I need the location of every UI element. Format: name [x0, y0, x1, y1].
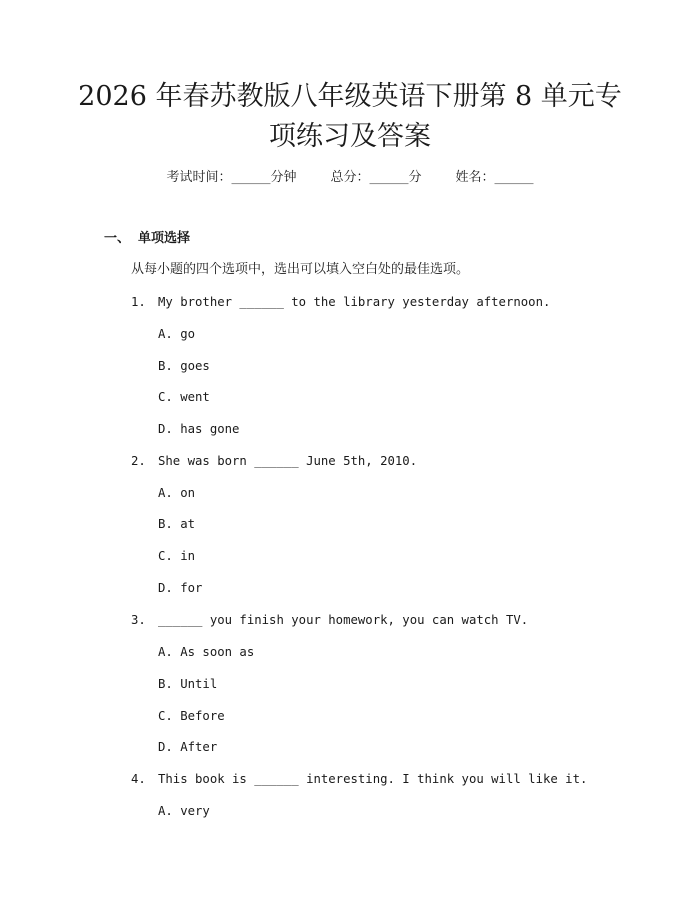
section-number: 一、 [104, 231, 131, 246]
question-option: C. Before [158, 709, 225, 723]
question-number: 3. [131, 613, 146, 627]
question-text: She was born ______ June 5th, 2010. [158, 454, 418, 468]
section-title: 单项选择 [138, 231, 191, 246]
question-option: D. has gone [158, 422, 240, 436]
total-score-field: 总分：______分 [330, 170, 422, 185]
question-option: A. As soon as [158, 645, 255, 659]
question-option: B. goes [158, 359, 210, 373]
question-number: 4. [131, 772, 146, 786]
student-name-field: 姓名：______ [455, 170, 534, 185]
page-title-line-2: 项练习及答案 [269, 121, 431, 152]
question-option: B. Until [158, 677, 218, 691]
page-title-line-1: 2026 年春苏教版八年级英语下册第 8 单元专 [78, 81, 622, 112]
question-option: C. went [158, 390, 210, 404]
question-number: 2. [131, 454, 146, 468]
question-option: D. for [158, 581, 203, 595]
question-option: A. on [158, 486, 196, 500]
question-option: C. in [158, 549, 196, 563]
question-option: A. very [158, 804, 210, 818]
exam-time-field: 考试时间：______分钟 [166, 170, 297, 185]
section-instruction: 从每小题的四个选项中，选出可以填入空白处的最佳选项。 [131, 262, 470, 277]
exam-info-bar [0, 168, 700, 188]
question-text: ______ you finish your homework, you can watch TV. [158, 613, 529, 627]
question-option: B. at [158, 517, 196, 531]
question-text: My brother ______ to the library yesterday afternoon. [158, 295, 551, 309]
question-number: 1. [131, 295, 146, 309]
section-heading [104, 229, 190, 249]
question-option: D. After [158, 740, 218, 754]
question-text: This book is ______ interesting. I think you will like it. [158, 772, 588, 786]
question-option: A. go [158, 327, 196, 341]
